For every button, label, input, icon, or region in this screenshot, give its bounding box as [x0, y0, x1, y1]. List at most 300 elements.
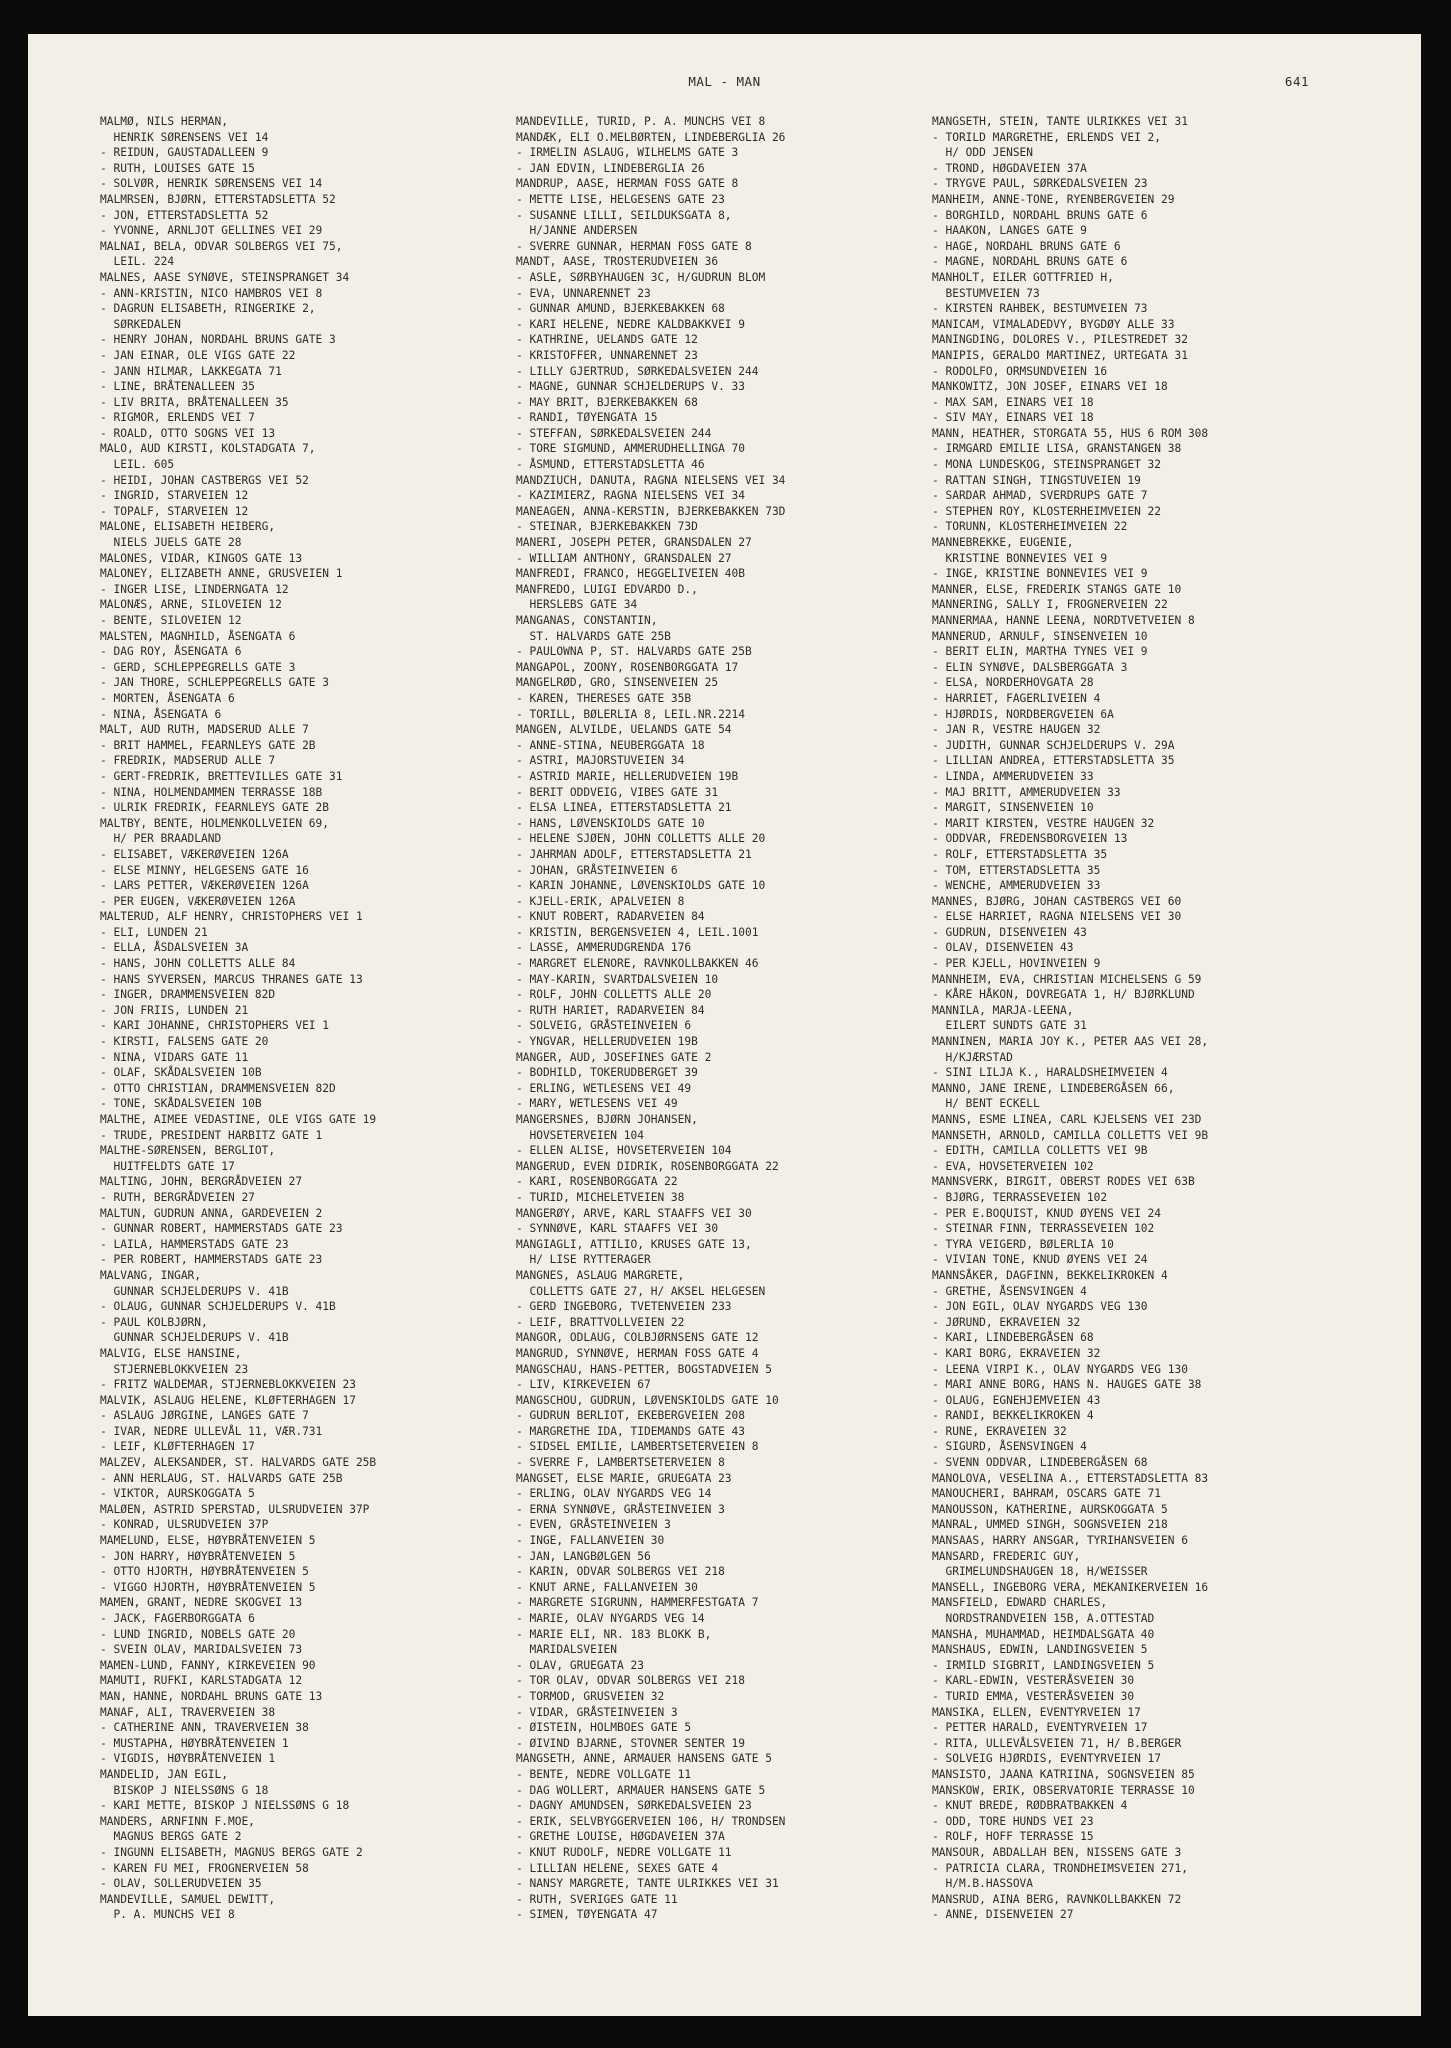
directory-entry-line: - VIGDIS, HØYBRÅTENVEIEN 1 [100, 1752, 276, 1766]
directory-entry-line: - STEINAR, BJERKEBAKKEN 73D [516, 520, 698, 534]
directory-entry-line: - JAN R, VESTRE HAUGEN 32 [932, 723, 1101, 737]
directory-entry-line: BISKOP J NIELSSØNS G 18 [100, 1783, 269, 1797]
directory-entry-line: MAGNUS BERGS GATE 2 [100, 1830, 242, 1844]
directory-entry-line: - HAAKON, LANGES GATE 9 [932, 224, 1087, 238]
directory-entry-line: - OLAV, SOLLERUDVEIEN 35 [100, 1877, 262, 1891]
directory-entry-line: - ØIVIND BJARNE, STOVNER SENTER 19 [516, 1736, 746, 1750]
directory-entry-line: MALTBY, BENTE, HOLMENKOLLVEIEN 69, [100, 816, 330, 830]
directory-entry-line: MANSRUD, AINA BERG, RAVNKOLLBAKKEN 72 [932, 1892, 1182, 1906]
directory-entry-line: MAMEN, GRANT, NEDRE SKOGVEI 13 [100, 1596, 303, 1610]
directory-entry-line: - BJØRG, TERRASSEVEIEN 102 [932, 1190, 1108, 1204]
directory-entry-line: - LILLY GJERTRUD, SØRKEDALSVEIEN 244 [516, 364, 759, 378]
directory-entry-line: MANGERUD, EVEN DIDRIK, ROSENBORGGATA 22 [516, 1159, 779, 1173]
directory-entry-line: - OLAUG, GUNNAR SCHJELDERUPS V. 41B [100, 1300, 336, 1314]
directory-entry-line: MANSHA, MUHAMMAD, HEIMDALSGATA 40 [932, 1627, 1155, 1641]
directory-entry-line: - GUDRUN BERLIOT, EKEBERGVEIEN 208 [516, 1409, 746, 1423]
directory-entry-line: MANNILA, MARJA-LEENA, [932, 1003, 1074, 1017]
directory-entry-line: - ELSE MINNY, HELGESENS GATE 16 [100, 863, 309, 877]
directory-entry-line: - MAX SAM, EINARS VEI 18 [932, 395, 1094, 409]
directory-entry-line: - TROND, HØGDAVEIEN 37A [932, 161, 1087, 175]
directory-entry-line: - SINI LILJA K., HARALDSHEIMVEIEN 4 [932, 1066, 1168, 1080]
directory-entry-line: MANNO, JANE IRENE, LINDEBERGÅSEN 66, [932, 1081, 1175, 1095]
directory-entry-line: - KARL-EDWIN, VESTERÅSVEIEN 30 [932, 1674, 1135, 1688]
directory-entry-line: - KARI HELENE, NEDRE KALDBAKKVEI 9 [516, 317, 746, 331]
directory-entry-line: BESTUMVEIEN 73 [932, 286, 1040, 300]
directory-entry-line: - BODHILD, TOKERUDBERGET 39 [516, 1066, 698, 1080]
directory-entry-line: - HANS, JOHN COLLETTS ALLE 84 [100, 957, 296, 971]
directory-entry-line: - TURID, MICHELETVEIEN 38 [516, 1190, 685, 1204]
directory-entry-line: STJERNEBLOKKVEIEN 23 [100, 1362, 249, 1376]
directory-entry-line: - KRISTOFFER, UNNARENNET 23 [516, 348, 698, 362]
directory-entry-line: - RIGMOR, ERLENDS VEI 7 [100, 411, 255, 425]
directory-entry-line: - ÅSMUND, ETTERSTADSLETTA 46 [516, 458, 705, 472]
directory-entry-line: - KAZIMIERZ, RAGNA NIELSENS VEI 34 [516, 489, 746, 503]
directory-entry-line: MARIDALSVEIEN [516, 1643, 618, 1657]
directory-entry-line: - TORILD MARGRETHE, ERLENDS VEI 2, [932, 130, 1162, 144]
directory-entry-line: - KNUT ARNE, FALLANVEIEN 30 [516, 1580, 698, 1594]
directory-entry-line: MANOLOVA, VESELINA A., ETTERSTADSLETTA 83 [932, 1471, 1209, 1485]
directory-entry-line: - ASLE, SØRBYHAUGEN 3C, H/GUDRUN BLOM [516, 270, 766, 284]
directory-entry-line: H/JANNE ANDERSEN [516, 224, 638, 238]
directory-entry-line: LEIL. 224 [100, 255, 175, 269]
directory-entry-line: - EVA, UNNARENNET 23 [516, 286, 651, 300]
directory-entry-line: MANNEBREKKE, EUGENIE, [932, 536, 1074, 550]
directory-entry-line: - VIVIAN TONE, KNUD ØYENS VEI 24 [932, 1253, 1148, 1267]
directory-entry-line: - MAGNE, GUNNAR SCHJELDERUPS V. 33 [516, 380, 746, 394]
directory-entry-line: - PER ROBERT, HAMMERSTADS GATE 23 [100, 1253, 323, 1267]
directory-entry-line: - WILLIAM ANTHONY, GRANSDALEN 27 [516, 551, 732, 565]
directory-entry-line: MANGER, AUD, JOSEFINES GATE 2 [516, 1050, 712, 1064]
directory-entry-line: - ELSA LINEA, ETTERSTADSLETTA 21 [516, 801, 732, 815]
directory-entry-line: - BORGHILD, NORDAHL BRUNS GATE 6 [932, 208, 1148, 222]
directory-entry-line: - RUTH, LOUISES GATE 15 [100, 161, 255, 175]
directory-entry-line: - ODDVAR, FREDENSBORGVEIEN 13 [932, 832, 1128, 846]
directory-entry-line: - STEINAR FINN, TERRASSEVEIEN 102 [932, 1222, 1155, 1236]
directory-entry-line: MALT, AUD RUTH, MADSERUD ALLE 7 [100, 723, 309, 737]
directory-entry-line: MAMELUND, ELSE, HØYBRÅTENVEIEN 5 [100, 1534, 316, 1548]
directory-entry-line: - JON HARRY, HØYBRÅTENVEIEN 5 [100, 1549, 296, 1563]
directory-entry-line: - ERNA SYNNØVE, GRÅSTEINVEIEN 3 [516, 1502, 725, 1516]
directory-entry-line: - ERLING, WETLESENS VEI 49 [516, 1081, 692, 1095]
directory-entry-line: MANINGDING, DOLORES V., PILESTREDET 32 [932, 333, 1188, 347]
directory-entry-line: - KARIN, ODVAR SOLBERGS VEI 218 [516, 1565, 725, 1579]
directory-entry-line: - KARI METTE, BISKOP J NIELSSØNS G 18 [100, 1799, 350, 1813]
directory-entry-line: - KNUT ROBERT, RADARVEIEN 84 [516, 910, 705, 924]
directory-entry-line: - INGE, KRISTINE BONNEVIES VEI 9 [932, 567, 1148, 581]
directory-entry-line: - CATHERINE ANN, TRAVERVEIEN 38 [100, 1721, 309, 1735]
directory-entry-line: - KARI BORG, EKRAVEIEN 32 [932, 1346, 1101, 1360]
directory-entry-line: MANNER, ELSE, FREDERIK STANGS GATE 10 [932, 582, 1182, 596]
directory-entry-line: - LAILA, HAMMERSTADS GATE 23 [100, 1237, 289, 1251]
directory-entry-line: - EDITH, CAMILLA COLLETTS VEI 9B [932, 1144, 1148, 1158]
directory-page [28, 34, 1421, 2016]
directory-entry-line: - LINE, BRÅTENALLEEN 35 [100, 380, 255, 394]
directory-entry-line: - VIDAR, GRÅSTEINVEIEN 3 [516, 1705, 678, 1719]
directory-entry-line: - YNGVAR, HELLERUDVEIEN 19B [516, 1035, 698, 1049]
directory-entry-line: MANGAPOL, ZOONY, ROSENBORGGATA 17 [516, 660, 739, 674]
directory-entry-line: - INGER LISE, LINDERNGATA 12 [100, 582, 289, 596]
directory-entry-line: MALVIG, ELSE HANSINE, [100, 1346, 242, 1360]
directory-entry-line: - MARY, WETLESENS VEI 49 [516, 1097, 678, 1111]
directory-entry-line: SØRKEDALEN [100, 317, 181, 331]
directory-entry-line: HERSLEBS GATE 34 [516, 598, 638, 612]
directory-entry-line: - DAG WOLLERT, ARMAUER HANSENS GATE 5 [516, 1783, 766, 1797]
directory-entry-line: - JAN THORE, SCHLEPPEGRELLS GATE 3 [100, 676, 330, 690]
directory-entry-line: MAMUTI, RUFKI, KARLSTADGATA 12 [100, 1674, 303, 1688]
directory-entry-line: MANGSET, ELSE MARIE, GRUEGATA 23 [516, 1471, 732, 1485]
directory-entry-line: - JAHRMAN ADOLF, ETTERSTADSLETTA 21 [516, 847, 752, 861]
directory-entry-line: - JOHAN, GRÅSTEINVEIEN 6 [516, 863, 678, 877]
directory-entry-line: - TORE SIGMUND, AMMERUDHELLINGA 70 [516, 442, 746, 456]
directory-entry-line: MANDT, AASE, TROSTERUDVEIEN 36 [516, 255, 719, 269]
directory-entry-line: - BERIT ELIN, MARTHA TYNES VEI 9 [932, 645, 1148, 659]
directory-entry-line: MANAF, ALI, TRAVERVEIEN 38 [100, 1705, 276, 1719]
directory-entry-line: - SOLVEIG HJØRDIS, EVENTYRVEIEN 17 [932, 1752, 1162, 1766]
directory-entry-line: - RUTH, BERGRÅDVEIEN 27 [100, 1190, 255, 1204]
directory-entry-line: MANGANAS, CONSTANTIN, [516, 614, 658, 627]
directory-entry-line: MANNS, ESME LINEA, CARL KJELSENS VEI 23D [932, 1113, 1202, 1126]
directory-entry-line: MANSAAS, HARRY ANSGAR, TYRIHANSVEIEN 6 [932, 1534, 1188, 1548]
directory-entry-line: - SOLVØR, HENRIK SØRENSENS VEI 14 [100, 177, 323, 191]
directory-entry-line: - DAGRUN ELISABETH, RINGERIKE 2, [100, 302, 316, 316]
directory-entry-line: - IVAR, NEDRE ULLEVÅL 11, VÆR.731 [100, 1424, 323, 1438]
directory-entry-line: - ROLF, JOHN COLLETTS ALLE 20 [516, 988, 712, 1002]
directory-entry-line: MALONÆS, ARNE, SILOVEIEN 12 [100, 598, 282, 612]
directory-entry-line: - JØRUND, EKRAVEIEN 32 [932, 1315, 1081, 1329]
directory-entry-line: - ROLF, HOFF TERRASSE 15 [932, 1830, 1094, 1844]
directory-column-1 [100, 114, 520, 2004]
directory-entry-line: MAN, HANNE, NORDAHL BRUNS GATE 13 [100, 1689, 323, 1703]
directory-entry-line: MANICAM, VIMALADEDVY, BYGDØY ALLE 33 [932, 317, 1175, 331]
directory-entry-line: - ASLAUG JØRGINE, LANGES GATE 7 [100, 1409, 309, 1423]
directory-entry-line: - JACK, FAGERBORGGATA 6 [100, 1612, 255, 1625]
directory-entry-line: - METTE LISE, HELGESENS GATE 23 [516, 192, 725, 206]
directory-entry-line: - BERIT ODDVEIG, VIBES GATE 31 [516, 785, 719, 799]
directory-entry-line: - SIMEN, TØYENGATA 47 [516, 1908, 658, 1922]
directory-entry-line: LEIL. 605 [100, 458, 175, 472]
directory-entry-line: - LASSE, AMMERUDGRENDA 176 [516, 941, 692, 955]
directory-entry-line: - EVA, HOVSETERVEIEN 102 [932, 1159, 1094, 1173]
directory-entry-line: - ANNE-STINA, NEUBERGGATA 18 [516, 738, 705, 752]
directory-entry-line: - TORMOD, GRUSVEIEN 32 [516, 1689, 665, 1703]
directory-entry-line: - INGE, FALLANVEIEN 30 [516, 1534, 665, 1548]
directory-entry-line: - SOLVEIG, GRÅSTEINVEIEN 6 [516, 1019, 692, 1033]
directory-entry-line: MANN, HEATHER, STORGATA 55, HUS 6 ROM 308 [932, 426, 1209, 440]
directory-entry-line: - PETTER HARALD, EVENTYRVEIEN 17 [932, 1721, 1148, 1735]
directory-entry-line: MALVANG, INGAR, [100, 1268, 202, 1282]
directory-entry-line: MANDELID, JAN EGIL, [100, 1767, 228, 1781]
directory-entry-line: MALO, AUD KIRSTI, KOLSTADGATA 7, [100, 442, 316, 456]
directory-entry-line: - TORILL, BØLERLIA 8, LEIL.NR.2214 [516, 707, 746, 721]
directory-entry-line: MANOUSSON, KATHERINE, AURSKOGGATA 5 [932, 1502, 1168, 1516]
directory-column-2 [516, 114, 936, 2004]
directory-entry-line: - LARS PETTER, VÆKERØVEIEN 126A [100, 879, 309, 893]
directory-entry-line: H/ ODD JENSEN [932, 146, 1034, 160]
directory-entry-line: MANNERMAA, HANNE LEENA, NORDTVETVEIEN 8 [932, 614, 1195, 627]
directory-entry-line: - HANS, LØVENSKIOLDS GATE 10 [516, 816, 705, 830]
directory-entry-line: MANOUCHERI, BAHRAM, OSCARS GATE 71 [932, 1487, 1162, 1501]
directory-entry-line: MALNES, AASE SYNØVE, STEINSPRANGET 34 [100, 270, 350, 284]
directory-entry-line: EILERT SUNDTS GATE 31 [932, 1019, 1087, 1033]
directory-entry-line: - SVERRE GUNNAR, HERMAN FOSS GATE 8 [516, 239, 752, 253]
directory-entry-line: - MARIE ELI, NR. 183 BLOKK B, [516, 1627, 712, 1641]
directory-entry-line: - HENRY JOHAN, NORDAHL BRUNS GATE 3 [100, 333, 336, 347]
directory-entry-line: - GUNNAR AMUND, BJERKEBAKKEN 68 [516, 302, 725, 316]
directory-entry-line: - RITA, ULLEVÅLSVEIEN 71, H/ B.BERGER [932, 1736, 1182, 1750]
directory-entry-line: HUITFELDTS GATE 17 [100, 1159, 235, 1173]
directory-entry-line: - KIRSTI, FALSENS GATE 20 [100, 1035, 269, 1049]
directory-entry-line: - MAGNE, NORDAHL BRUNS GATE 6 [932, 255, 1128, 269]
directory-entry-line: - JANN HILMAR, LAKKEGATA 71 [100, 364, 282, 378]
directory-entry-line: - JON, ETTERSTADSLETTA 52 [100, 208, 269, 222]
directory-entry-line: - JON FRIIS, LUNDEN 21 [100, 1003, 249, 1017]
directory-entry-line: - SIDSEL EMILIE, LAMBERTSETERVEIEN 8 [516, 1440, 759, 1454]
directory-entry-line: - LUND INGRID, NOBELS GATE 20 [100, 1627, 296, 1641]
directory-entry-line: - INGER, DRAMMENSVEIEN 82D [100, 988, 276, 1002]
directory-entry-line: MANSFIELD, EDWARD CHARLES, [932, 1596, 1108, 1610]
page-number: 641 [1284, 74, 1309, 89]
directory-entry-line: H/KJÆRSTAD [932, 1050, 1013, 1064]
header-name-range: MAL - MAN [688, 74, 761, 89]
directory-entry-line: - FREDRIK, MADSERUD ALLE 7 [100, 754, 276, 768]
directory-entry-line: - SARDAR AHMAD, SVERDRUPS GATE 7 [932, 489, 1148, 503]
directory-entry-line: MANFREDI, FRANCO, HEGGELIVEIEN 40B [516, 567, 746, 581]
directory-entry-line: - KARI, LINDEBERGÅSEN 68 [932, 1331, 1094, 1345]
directory-entry-line: - KARI, ROSENBORGGATA 22 [516, 1175, 678, 1189]
directory-entry-line: H/ LISE RYTTERAGER [516, 1253, 651, 1267]
directory-entry-line: MALTHE-SØRENSEN, BERGLIOT, [100, 1144, 276, 1158]
directory-entry-line: - PER E.BOQUIST, KNUD ØYENS VEI 24 [932, 1206, 1162, 1220]
directory-entry-line: HOVSETERVEIEN 104 [516, 1128, 644, 1142]
directory-entry-line: - ASTRI, MAJORSTUVEIEN 34 [516, 754, 685, 768]
directory-entry-line: MANFREDO, LUIGI EDVARDO D., [516, 582, 698, 596]
directory-entry-line: - STEPHEN ROY, KLOSTERHEIMVEIEN 22 [932, 504, 1162, 518]
directory-entry-line: MALTERUD, ALF HENRY, CHRISTOPHERS VEI 1 [100, 910, 363, 924]
directory-entry-line: HENRIK SØRENSENS VEI 14 [100, 130, 269, 144]
directory-entry-line: - KNUT BREDE, RØDBRATBAKKEN 4 [932, 1799, 1128, 1813]
directory-entry-line: - MORTEN, ÅSENGATA 6 [100, 691, 235, 705]
directory-entry-line: - TYRA VEIGERD, BØLERLIA 10 [932, 1237, 1114, 1251]
directory-entry-line: MANDEVILLE, SAMUEL DEWITT, [100, 1892, 276, 1906]
directory-entry-line: - RUNE, EKRAVEIEN 32 [932, 1424, 1067, 1438]
directory-entry-line: - LIV, KIRKEVEIEN 67 [516, 1378, 651, 1392]
directory-entry-line: P. A. MUNCHS VEI 8 [100, 1908, 235, 1922]
directory-entry-line: - OTTO CHRISTIAN, DRAMMENSVEIEN 82D [100, 1081, 336, 1095]
directory-entry-line: MANNSVERK, BIRGIT, OBERST RODES VEI 63B [932, 1175, 1195, 1189]
directory-entry-line: MANGNES, ASLAUG MARGRETE, [516, 1268, 685, 1282]
directory-entry-line: - BENTE, SILOVEIEN 12 [100, 614, 242, 627]
directory-entry-line: MANNSETH, ARNOLD, CAMILLA COLLETTS VEI 9B [932, 1128, 1209, 1142]
directory-entry-line: - HEIDI, JOHAN CASTBERGS VEI 52 [100, 473, 309, 487]
directory-entry-line: - INGRID, STARVEIEN 12 [100, 489, 249, 503]
directory-entry-line: - KNUT RUDOLF, NEDRE VOLLGATE 11 [516, 1845, 732, 1859]
directory-entry-line: MANDERS, ARNFINN F.MOE, [100, 1814, 255, 1828]
directory-entry-line: - WENCHE, AMMERUDVEIEN 33 [932, 879, 1101, 893]
directory-entry-line: - RUTH, SVERIGES GATE 11 [516, 1892, 678, 1906]
directory-entry-line: MALVIK, ASLAUG HELENE, KLØFTERHAGEN 17 [100, 1393, 356, 1407]
directory-entry-line: NORDSTRANDVEIEN 15B, A.OTTESTAD [932, 1612, 1155, 1625]
directory-entry-line: - TORUNN, KLOSTERHEIMVEIEN 22 [932, 520, 1128, 534]
directory-entry-line: - REIDUN, GAUSTADALLEEN 9 [100, 146, 269, 160]
directory-entry-line: - KONRAD, ULSRUDVEIEN 37P [100, 1518, 269, 1532]
directory-entry-line: - GUDRUN, DISENVEIEN 43 [932, 925, 1087, 939]
directory-entry-line: - RATTAN SINGH, TINGSTUVEIEN 19 [932, 473, 1141, 487]
directory-entry-line: - DAGNY AMUNDSEN, SØRKEDALSVEIEN 23 [516, 1799, 752, 1813]
directory-entry-line: - ELLEN ALISE, HOVSETERVEIEN 104 [516, 1144, 732, 1158]
directory-entry-line: - SYNNØVE, KARL STAAFFS VEI 30 [516, 1222, 719, 1236]
directory-entry-line: - SIV MAY, EINARS VEI 18 [932, 411, 1094, 425]
directory-entry-line: - IRMILD SIGBRIT, LANDINGSVEIEN 5 [932, 1658, 1155, 1672]
directory-entry-line: MANSOUR, ABDALLAH BEN, NISSENS GATE 3 [932, 1845, 1182, 1859]
directory-entry-line: MANNES, BJØRG, JOHAN CASTBERGS VEI 60 [932, 894, 1182, 908]
directory-entry-line: - MUSTAPHA, HØYBRÅTENVEIEN 1 [100, 1736, 289, 1750]
directory-entry-line: - ROALD, OTTO SOGNS VEI 13 [100, 426, 276, 440]
directory-entry-line: NIELS JUELS GATE 28 [100, 536, 242, 550]
directory-entry-line: - LINDA, AMMERUDVEIEN 33 [932, 769, 1094, 783]
directory-entry-line: - VIGGO HJORTH, HØYBRÅTENVEIEN 5 [100, 1580, 316, 1594]
directory-entry-line: - ANN-KRISTIN, NICO HAMBROS VEI 8 [100, 286, 323, 300]
directory-entry-line: MANNERING, SALLY I, FROGNERVEIEN 22 [932, 598, 1168, 612]
directory-entry-line: ST. HALVARDS GATE 25B [516, 629, 671, 643]
directory-entry-line: MANDRUP, AASE, HERMAN FOSS GATE 8 [516, 177, 739, 191]
directory-entry-line: - HANS SYVERSEN, MARCUS THRANES GATE 13 [100, 972, 363, 986]
directory-entry-line: MANGERSNES, BJØRN JOHANSEN, [516, 1113, 698, 1126]
directory-entry-line: - ERIK, SELVBYGGERVEIEN 106, H/ TRONDSEN [516, 1814, 786, 1828]
directory-entry-line: - HELENE SJØEN, JOHN COLLETTS ALLE 20 [516, 832, 766, 846]
directory-entry-line: MALMRSEN, BJØRN, ETTERSTADSLETTA 52 [100, 192, 336, 206]
directory-entry-line: MANSELL, INGEBORG VERA, MEKANIKERVEIEN 16 [932, 1580, 1209, 1594]
directory-entry-line: MANHOLT, EILER GOTTFRIED H, [932, 270, 1114, 284]
directory-entry-line: GRIMELUNDSHAUGEN 18, H/WEISSER [932, 1565, 1148, 1579]
directory-entry-line: - ASTRID MARIE, HELLERUDVEIEN 19B [516, 769, 739, 783]
directory-entry-line: GUNNAR SCHJELDERUPS V. 41B [100, 1331, 289, 1345]
directory-entry-line: MANDZIUCH, DANUTA, RAGNA NIELSENS VEI 34 [516, 473, 786, 487]
directory-entry-line: - BRIT HAMMEL, FEARNLEYS GATE 2B [100, 738, 316, 752]
directory-entry-line: - MARGRETHE IDA, TIDEMANDS GATE 43 [516, 1424, 746, 1438]
directory-entry-line: MALMØ, NILS HERMAN, [100, 115, 228, 128]
directory-entry-line: - PAUL KOLBJØRN, [100, 1315, 208, 1329]
directory-entry-line: - KARI JOHANNE, CHRISTOPHERS VEI 1 [100, 1019, 330, 1033]
directory-entry-line: - DAG ROY, ÅSENGATA 6 [100, 645, 242, 659]
directory-entry-line: - YVONNE, ARNLJOT GELLINES VEI 29 [100, 224, 323, 238]
directory-entry-line: - ØISTEIN, HOLMBOES GATE 5 [516, 1721, 692, 1735]
directory-entry-line: - ANN HERLAUG, ST. HALVARDS GATE 25B [100, 1471, 343, 1485]
directory-entry-line: - MARGIT, SINSENVEIEN 10 [932, 801, 1094, 815]
directory-entry-line: - IRMGARD EMILIE LISA, GRANSTANGEN 38 [932, 442, 1182, 456]
directory-entry-line: - JON EGIL, OLAV NYGARDS VEG 130 [932, 1300, 1148, 1314]
directory-entry-line: - KRISTIN, BERGENSVEIEN 4, LEIL.1001 [516, 925, 759, 939]
directory-entry-line: MANHEIM, ANNE-TONE, RYENBERGVEIEN 29 [932, 192, 1175, 206]
directory-entry-line: - ELSA, NORDERHOVGATA 28 [932, 676, 1094, 690]
directory-entry-line: MANGEN, ALVILDE, UELANDS GATE 54 [516, 723, 732, 737]
directory-entry-line: - KATHRINE, UELANDS GATE 12 [516, 333, 698, 347]
directory-entry-line: - HAGE, NORDAHL BRUNS GATE 6 [932, 239, 1121, 253]
directory-entry-line: MANSARD, FREDERIC GUY, [932, 1549, 1081, 1563]
directory-entry-line: - MARGRETE SIGRUNN, HAMMERFESTGATA 7 [516, 1596, 759, 1610]
directory-entry-line: - GERD, SCHLEPPEGRELLS GATE 3 [100, 660, 296, 674]
directory-entry-line: MANGSETH, ANNE, ARMAUER HANSENS GATE 5 [516, 1752, 772, 1766]
directory-entry-line: - RUTH HARIET, RADARVEIEN 84 [516, 1003, 705, 1017]
directory-entry-line: MALØEN, ASTRID SPERSTAD, ULSRUDVEIEN 37P [100, 1502, 370, 1516]
directory-entry-line: - RANDI, TØYENGATA 15 [516, 411, 658, 425]
directory-entry-line: - KÅRE HÅKON, DOVREGATA 1, H/ BJØRKLUND [932, 988, 1195, 1002]
directory-entry-line: - ELISABET, VÆKERØVEIEN 126A [100, 847, 289, 861]
directory-entry-line: MANGERØY, ARVE, KARL STAAFFS VEI 30 [516, 1206, 752, 1220]
directory-entry-line: - JAN EDVIN, LINDEBERGLIA 26 [516, 161, 705, 175]
directory-entry-line: - GRETHE LOUISE, HØGDAVEIEN 37A [516, 1830, 725, 1844]
directory-entry-line: - TOR OLAV, ODVAR SOLBERGS VEI 218 [516, 1674, 746, 1688]
directory-entry-line: MANSHAUS, EDWIN, LANDINGSVEIEN 5 [932, 1643, 1148, 1657]
directory-entry-line: - SIGURD, ÅSENSVINGEN 4 [932, 1440, 1087, 1454]
directory-entry-line: MANNINEN, MARIA JOY K., PETER AAS VEI 28, [932, 1035, 1209, 1049]
directory-entry-line: MANKOWITZ, JON JOSEF, EINARS VEI 18 [932, 380, 1168, 394]
directory-entry-line: - OTTO HJORTH, HØYBRÅTENVEIEN 5 [100, 1565, 309, 1579]
directory-entry-line: MANSIKA, ELLEN, EVENTYRVEIEN 17 [932, 1705, 1141, 1719]
directory-entry-line: - KARIN JOHANNE, LØVENSKIOLDS GATE 10 [516, 879, 766, 893]
directory-entry-line: MALONE, ELISABETH HEIBERG, [100, 520, 276, 534]
directory-entry-line: MANNHEIM, EVA, CHRISTIAN MICHELSENS G 59 [932, 972, 1202, 986]
page-header [28, 74, 1421, 94]
directory-entry-line: - SUSANNE LILLI, SEILDUKSGATA 8, [516, 208, 732, 222]
directory-entry-line: - TOM, ETTERSTADSLETTA 35 [932, 863, 1101, 877]
directory-entry-line: - NINA, ÅSENGATA 6 [100, 707, 222, 721]
directory-entry-line: - RODOLFO, ORMSUNDVEIEN 16 [932, 364, 1108, 378]
directory-entry-line: - RANDI, BEKKELIKROKEN 4 [932, 1409, 1094, 1423]
directory-entry-line: COLLETTS GATE 27, H/ AKSEL HELGESEN [516, 1284, 766, 1298]
directory-entry-line: MANGRUD, SYNNØVE, HERMAN FOSS GATE 4 [516, 1346, 759, 1360]
directory-entry-line: - BENTE, NEDRE VOLLGATE 11 [516, 1767, 692, 1781]
directory-entry-line: - OLAV, DISENVEIEN 43 [932, 941, 1074, 955]
directory-entry-line: MANGELRØD, GRO, SINSENVEIEN 25 [516, 676, 719, 690]
directory-entry-line: MANSKOW, ERIK, OBSERVATORIE TERRASSE 10 [932, 1783, 1195, 1797]
directory-entry-line: MALTHE, AIMEE VEDASTINE, OLE VIGS GATE 19 [100, 1113, 377, 1126]
directory-entry-line: - JAN, LANGBØLGEN 56 [516, 1549, 651, 1563]
directory-entry-line: MALZEV, ALEKSANDER, ST. HALVARDS GATE 25B [100, 1456, 377, 1470]
directory-entry-line: MALTING, JOHN, BERGRÅDVEIEN 27 [100, 1175, 303, 1189]
directory-entry-line: - MARIE, OLAV NYGARDS VEG 14 [516, 1612, 705, 1625]
directory-entry-line: MANNERUD, ARNULF, SINSENVEIEN 10 [932, 629, 1148, 643]
directory-entry-line: - PAULOWNA P, ST. HALVARDS GATE 25B [516, 645, 752, 659]
directory-entry-line: - OLAUG, EGNEHJEMVEIEN 43 [932, 1393, 1101, 1407]
directory-entry-line: - FRITZ WALDEMAR, STJERNEBLOKKVEIEN 23 [100, 1378, 356, 1392]
directory-entry-line: MANDÆK, ELI O.MELBØRTEN, LINDEBERGLIA 26 [516, 130, 786, 144]
directory-entry-line: - MAY BRIT, BJERKEBAKKEN 68 [516, 395, 698, 409]
directory-entry-line: MANDEVILLE, TURID, P. A. MUNCHS VEI 8 [516, 115, 766, 128]
directory-entry-line: MANGSETH, STEIN, TANTE ULRIKKES VEI 31 [932, 115, 1188, 128]
directory-entry-line: MANERI, JOSEPH PETER, GRANSDALEN 27 [516, 536, 752, 550]
directory-entry-line: - HJØRDIS, NORDBERGVEIEN 6A [932, 707, 1114, 721]
directory-entry-line: - MARGRET ELENORE, RAVNKOLLBAKKEN 46 [516, 957, 759, 971]
directory-entry-line: MANSISTO, JAANA KATRIINA, SOGNSVEIEN 85 [932, 1767, 1195, 1781]
directory-entry-line: - OLAV, GRUEGATA 23 [516, 1658, 644, 1672]
directory-entry-line: - NINA, HOLMENDAMMEN TERRASSE 18B [100, 785, 323, 799]
directory-entry-line: - MARI ANNE BORG, HANS N. HAUGES GATE 38 [932, 1378, 1202, 1392]
directory-entry-line: - PER KJELL, HOVINVEIEN 9 [932, 957, 1101, 971]
directory-entry-line: - ELSE HARRIET, RAGNA NIELSENS VEI 30 [932, 910, 1182, 924]
directory-entry-line: - TOPALF, STARVEIEN 12 [100, 504, 249, 518]
directory-entry-line: - ERLING, OLAV NYGARDS VEG 14 [516, 1487, 712, 1501]
directory-entry-line: - JAN EINAR, OLE VIGS GATE 22 [100, 348, 296, 362]
directory-entry-line: - LEENA VIRPI K., OLAV NYGARDS VEG 130 [932, 1362, 1188, 1376]
directory-entry-line: - GERT-FREDRIK, BRETTEVILLES GATE 31 [100, 769, 343, 783]
directory-entry-line: MANGSCHAU, HANS-PETTER, BOGSTADVEIEN 5 [516, 1362, 772, 1376]
directory-entry-line: - GUNNAR ROBERT, HAMMERSTADS GATE 23 [100, 1222, 343, 1236]
directory-entry-line: - MARIT KIRSTEN, VESTRE HAUGEN 32 [932, 816, 1155, 830]
directory-entry-line: - LEIF, BRATTVOLLVEIEN 22 [516, 1315, 685, 1329]
directory-entry-line: - EVEN, GRÅSTEINVEIEN 3 [516, 1518, 671, 1532]
directory-entry-line: - KIRSTEN RAHBEK, BESTUMVEIEN 73 [932, 302, 1148, 316]
directory-entry-line: - GERD INGEBORG, TVETENVEIEN 233 [516, 1300, 732, 1314]
